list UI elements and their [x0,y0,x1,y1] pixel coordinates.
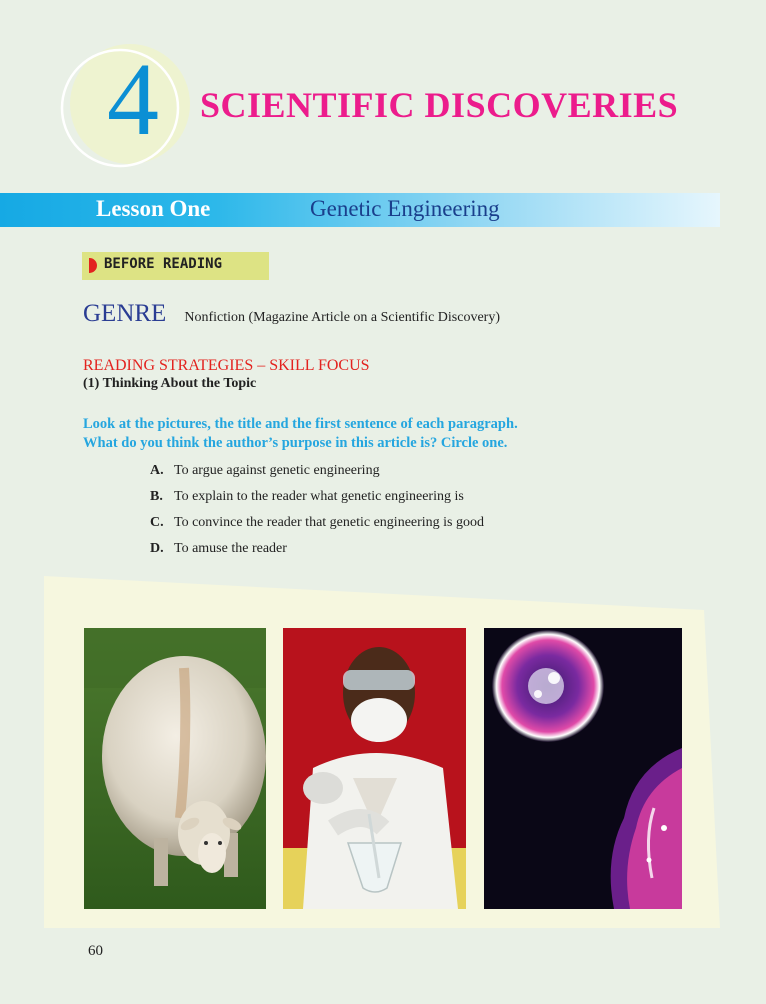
section-label: BEFORE READING [104,256,223,272]
chapter-badge [58,38,190,170]
option-b[interactable]: B. To explain to the reader what genetic engineering is [150,489,464,504]
strategies-heading: READING STRATEGIES – SKILL FOCUS [83,357,370,374]
sheep-icon [84,628,266,909]
half-circle-bullet-icon [89,258,97,273]
genre-heading: GENRE [83,300,167,327]
option-a[interactable]: A. To argue against genetic engineering [150,463,380,478]
genre-line [83,300,500,328]
lesson-topic: Genetic Engineering [310,196,500,221]
skill-step: (1) Thinking About the Topic [83,376,257,391]
photo-scientist [283,628,466,909]
photo-sheep [84,628,266,909]
genre-text: Nonfiction (Magazine Article on a Scientific Discovery) [184,310,500,325]
option-c[interactable]: C. To convince the reader that genetic engineering is good [150,515,485,530]
chapter-title: SCIENTIFIC DISCOVERIES [200,85,679,125]
photo-cells [484,628,682,909]
lesson-banner [0,193,720,227]
lesson-label: Lesson One [96,196,211,221]
instructions [83,415,518,453]
scientist-icon [283,628,466,909]
cell-micrograph-icon [484,628,682,909]
chapter-number: 4 [107,42,159,157]
instructions-line-1: Look at the pictures, the title and the first sentence of each paragraph. [83,416,518,432]
instructions-line-2: What do you think the author’s purpose in this article is? Circle one. [83,435,508,451]
option-d[interactable]: D. To amuse the reader [150,541,287,556]
before-reading-tag [82,252,269,280]
answer-options [150,463,484,567]
page-number: 60 [88,943,103,959]
